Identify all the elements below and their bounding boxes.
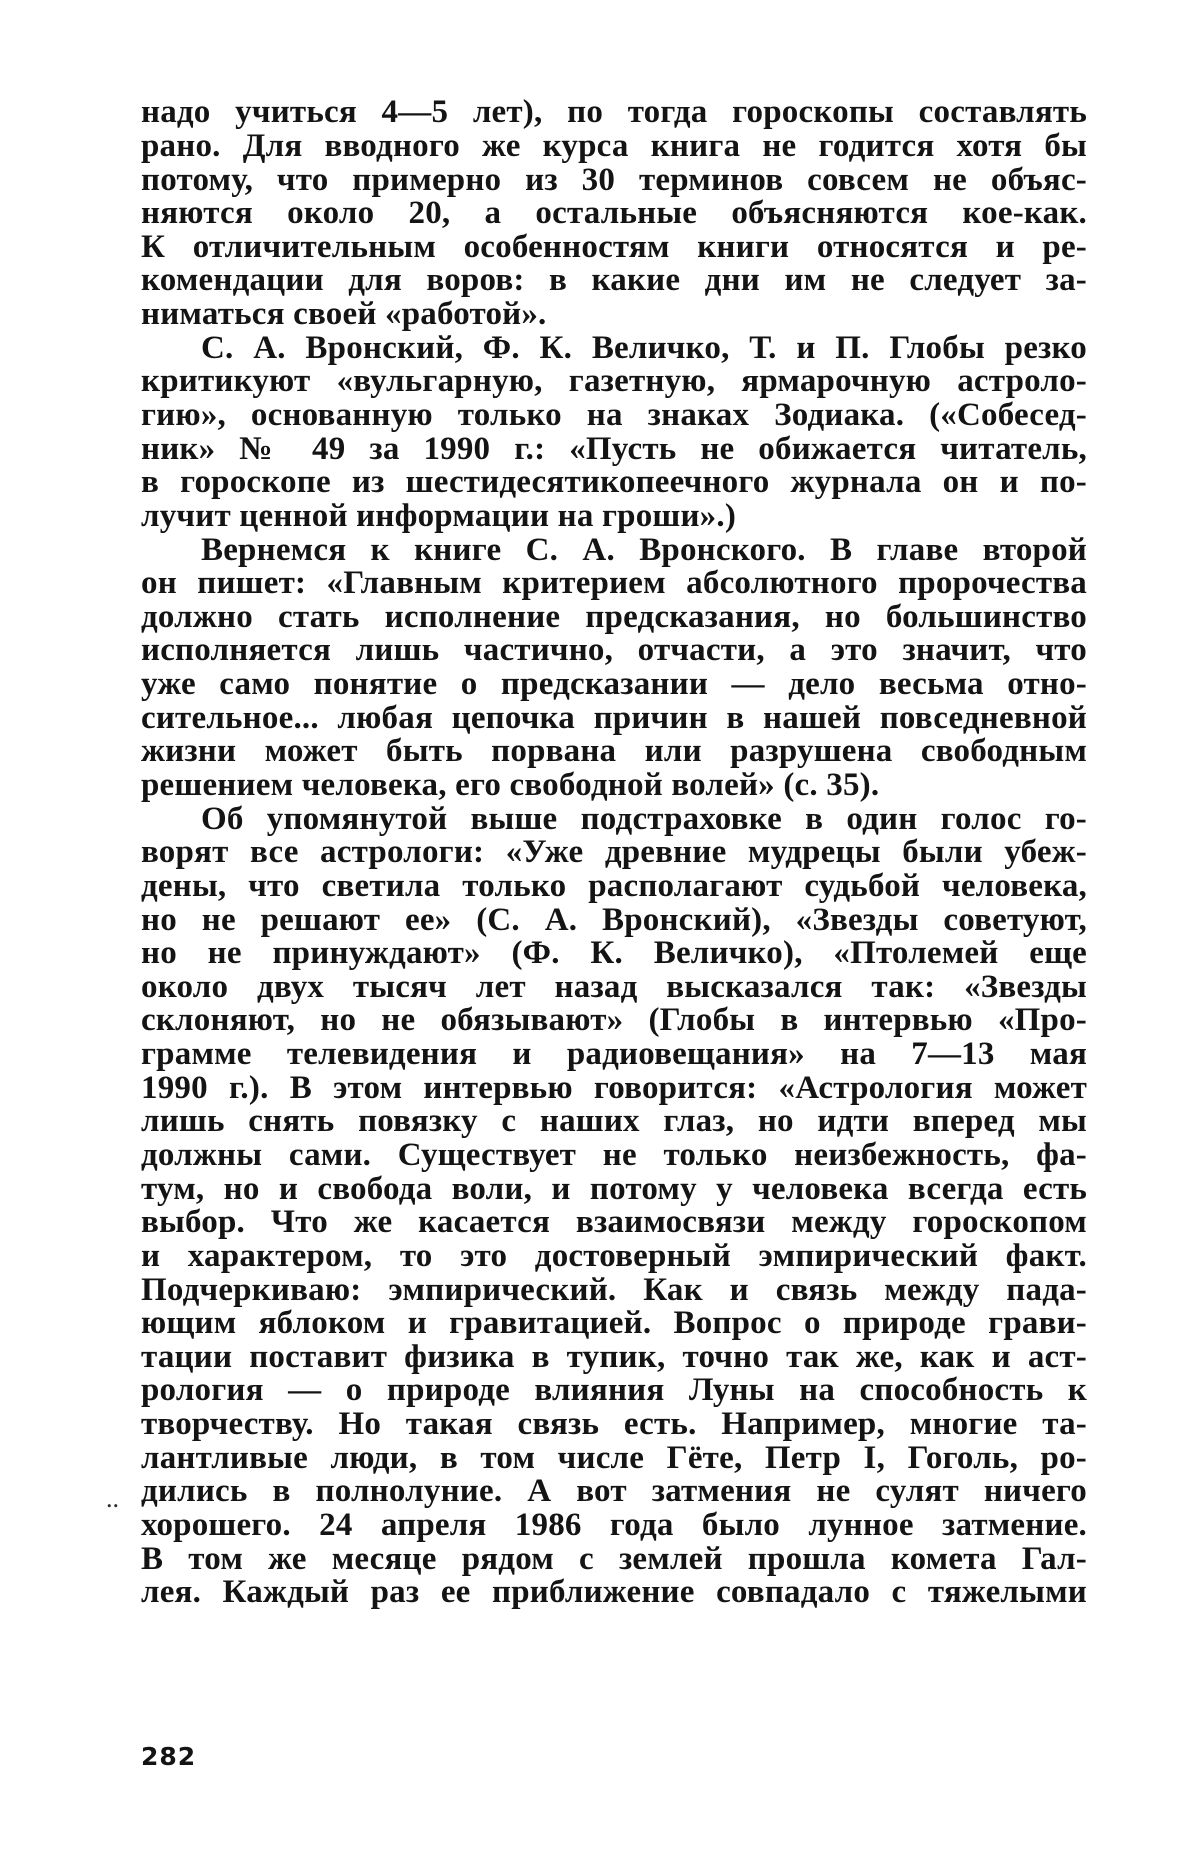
text-line: тации поставит физика в тупик, точно так же, как и аст- — [141, 1339, 1087, 1375]
text-line: он пишет: «Главным критерием абсолютного пророчества — [141, 565, 1087, 601]
text-line: К отличительным особенностям книги относятся и ре- — [141, 229, 1087, 265]
text-line: должно стать исполнение предсказания, но большинство — [141, 599, 1087, 635]
text-line: сительное... любая цепочка причин в нашей повседневной — [141, 700, 1087, 736]
margin-mark: .. — [106, 1484, 119, 1513]
text-line: надо учиться 4—5 лет), по тогда гороскопы составлять — [141, 94, 1087, 130]
text-line: но не принуждают» (Ф. К. Величко), «Птолемей еще — [141, 935, 1087, 971]
text-line: ворят все астрологи: «Уже древние мудрецы были убеж- — [141, 834, 1087, 870]
text-line: тум, но и свобода воли, и потому у человека всегда есть — [141, 1171, 1087, 1207]
text-line: лучит ценной информации на гроши».) — [141, 498, 737, 534]
text-line: лантливые люди, в том числе Гёте, Петр I, Гоголь, ро- — [141, 1440, 1087, 1476]
text-line: около двух тысяч лет назад высказался так: «Звезды — [141, 969, 1087, 1005]
text-line: С. А. Вронский, Ф. К. Величко, Т. и П. Глобы резко — [201, 330, 1087, 366]
text-line: выбор. Что же касается взаимосвязи между гороскопом — [141, 1204, 1087, 1240]
text-line: комендации для воров: в какие дни им не следует за- — [141, 262, 1087, 298]
text-line: грамме телевидения и радиовещания» на 7—13 мая — [141, 1036, 1087, 1072]
text-line: Вернемся к книге С. А. Вронского. В главе второй — [201, 532, 1087, 568]
text-line: Об упомянутой выше подстраховке в один голос го- — [201, 801, 1087, 837]
text-line: жизни может быть порвана или разрушена свободным — [141, 733, 1087, 769]
text-line: лишь снять повязку с наших глаз, но идти вперед мы — [141, 1103, 1087, 1139]
text-line: должны сами. Существует не только неизбежность, фа- — [141, 1137, 1087, 1173]
text-line: склоняют, но не обязывают» (Глобы в интервью «Про- — [141, 1002, 1087, 1038]
text-line: решением человека, его свободной волей» (с. 35). — [141, 767, 880, 803]
text-line: но не решают ее» (С. А. Вронский), «Звезды советуют, — [141, 902, 1087, 938]
text-line: ющим яблоком и гравитацией. Вопрос о природе грави- — [141, 1305, 1087, 1341]
text-line: в гороскопе из шестидесятикопеечного журнала он и по- — [141, 464, 1087, 500]
text-line: ниматься своей «работой». — [141, 296, 547, 332]
text-line: исполняется лишь частично, отчасти, а это значит, что — [141, 632, 1087, 668]
text-line: рология — о природе влияния Луны на способность к — [141, 1372, 1087, 1408]
text-line: уже само понятие о предсказании — дело весьма отно- — [141, 666, 1087, 702]
text-line: 1990 г.). В этом интервью говорится: «Астрология может — [141, 1070, 1087, 1106]
text-line: лея. Каждый раз ее приближение совпадало с тяжелыми — [141, 1574, 1087, 1610]
text-line: гию», основанную только на знаках Зодиака. («Собесед- — [141, 397, 1087, 433]
text-line: критикуют «вульгарную, газетную, ярмарочную астроло- — [141, 363, 1087, 399]
text-line: и характером, то это достоверный эмпирический факт. — [141, 1238, 1087, 1274]
text-line: дены, что светила только располагают судьбой человека, — [141, 868, 1087, 904]
text-line: ник» № 49 за 1990 г.: «Пусть не обижается читатель, — [141, 431, 1087, 467]
text-line: Подчеркиваю: эмпирический. Как и связь между пада- — [141, 1272, 1087, 1308]
text-line: дились в полнолуние. А вот затмения не сулят ничего — [141, 1473, 1087, 1509]
text-line: хорошего. 24 апреля 1986 года было лунное затмение. — [141, 1507, 1087, 1543]
page-number: 282 — [141, 1742, 197, 1771]
text-line: потому, что примерно из 30 терминов совсем не объяс- — [141, 162, 1087, 198]
text-line: В том же месяце рядом с землей прошла комета Гал- — [141, 1541, 1087, 1577]
text-line: няются около 20, а остальные объясняются кое-как. — [141, 195, 1087, 231]
text-line: творчеству. Но такая связь есть. Например, многие та- — [141, 1406, 1087, 1442]
text-line: рано. Для вводного же курса книга не годится хотя бы — [141, 128, 1087, 164]
